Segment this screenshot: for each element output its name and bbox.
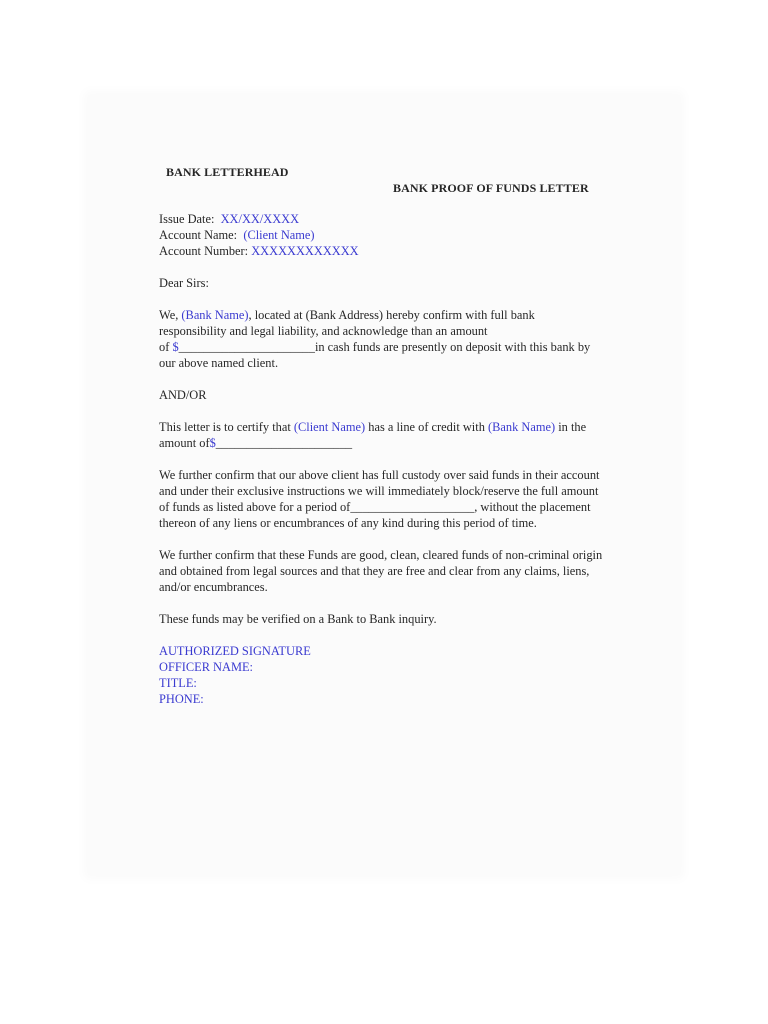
para3-line3: [159, 499, 629, 515]
para3-line4: thereon of any liens or encumbrances of any kind during this period of time.: [159, 516, 537, 530]
letterhead-heading: BANK LETTERHEAD: [166, 165, 289, 179]
phone-label: PHONE:: [159, 692, 204, 706]
paragraph-custody: [159, 467, 629, 531]
account-details: [159, 211, 629, 259]
para2-text: This letter is to certify that: [159, 420, 291, 434]
para1-text: of: [159, 340, 170, 354]
officer-name-label: OFFICER NAME:: [159, 660, 253, 674]
amount-blank: ______________________: [178, 340, 315, 354]
paragraph-line-of-credit: [159, 419, 629, 451]
account-name-line: [159, 227, 629, 243]
paragraph-clean-funds: [159, 547, 629, 595]
account-number-label: Account Number:: [159, 244, 249, 258]
issue-date-label: Issue Date:: [159, 212, 215, 226]
document-title: BANK PROOF OF FUNDS LETTER: [393, 181, 589, 195]
para3-text: , without the placement: [474, 500, 591, 514]
para4-line1: We further confirm that these Funds are good, clean, cleared funds of non-criminal origin: [159, 548, 603, 562]
greeting: Dear Sirs:: [159, 276, 209, 290]
dollar-sign: $: [209, 436, 216, 450]
para1-line3: [159, 339, 629, 355]
para2-text: has a line of credit with: [368, 420, 485, 434]
title-label: TITLE:: [159, 676, 197, 690]
client-name-placeholder: (Client Name): [293, 420, 366, 434]
account-name-label: Account Name:: [159, 228, 238, 242]
para4-line2: and obtained from legal sources and that they are free and clear from any claims, liens,: [159, 564, 590, 578]
para2-text: amount of: [159, 436, 210, 450]
para3-line1: We further confirm that our above client has full custody over said funds in their account: [159, 468, 600, 482]
signature-block: [159, 643, 629, 707]
para2-line2: [159, 435, 629, 451]
para4-line3: and/or encumbrances.: [159, 580, 268, 594]
paragraph-deposit-confirmation: [159, 307, 629, 371]
para1-text: in cash funds are presently on deposit with this bank by: [314, 340, 591, 354]
amount-blank: ______________________: [215, 436, 353, 450]
account-number-value: XXXXXXXXXXXX: [251, 244, 359, 258]
and-or: AND/OR: [159, 388, 207, 402]
para2-line1: [159, 419, 629, 435]
para1-line4: our above named client.: [159, 356, 279, 370]
issue-date-value: XX/XX/XXXX: [220, 212, 300, 226]
account-name-value: (Client Name): [243, 228, 315, 242]
para3-text: of funds as listed above for a period of: [159, 500, 351, 514]
account-number-line: [159, 243, 629, 259]
authorized-signature: AUTHORIZED SIGNATURE: [159, 644, 311, 658]
para1-text: We,: [159, 308, 179, 322]
bank-name-placeholder: (Bank Name): [488, 420, 556, 434]
issue-date-line: [159, 211, 629, 227]
letter-body: [159, 211, 629, 723]
para1-text: , located at (Bank Address) hereby confirm with full bank: [248, 308, 535, 322]
dollar-sign: $: [172, 340, 179, 354]
bank-name-placeholder: (Bank Name): [181, 308, 249, 322]
period-blank: ____________________: [350, 500, 475, 514]
para3-line2: and under their exclusive instructions we will immediately block/reserve the full amount: [159, 484, 599, 498]
paragraph-verification: These funds may be verified on a Bank to Bank inquiry.: [159, 612, 437, 626]
para2-text: in the: [558, 420, 587, 434]
para1-line2: responsibility and legal liability, and acknowledge than an amount: [159, 324, 488, 338]
para1-line1: [159, 307, 629, 323]
